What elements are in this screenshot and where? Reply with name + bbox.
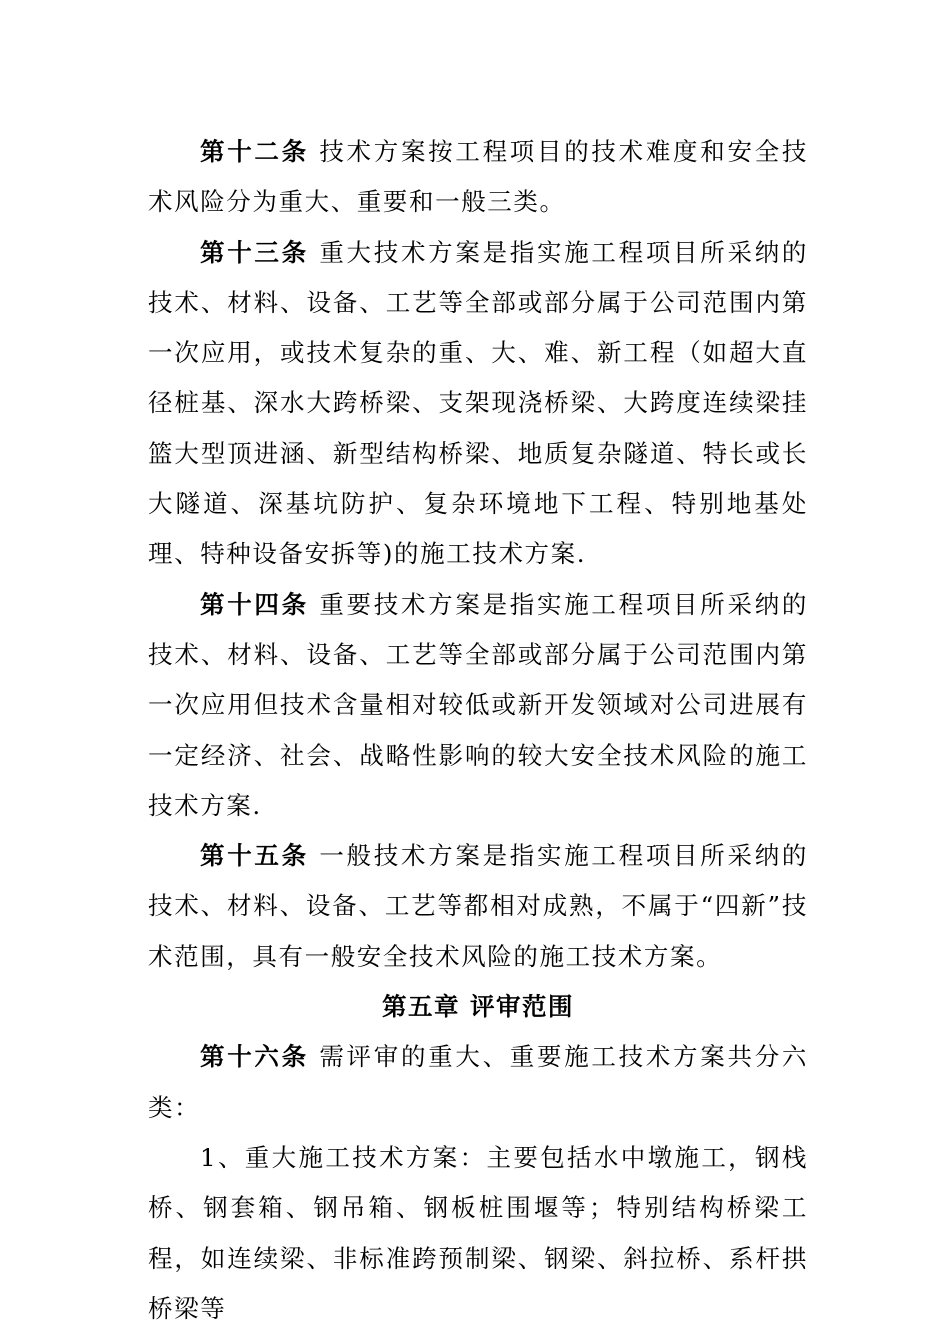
article-13-heading: 第十三条 — [200, 237, 309, 267]
list-item-1 — [148, 1133, 808, 1334]
article-14-heading: 第十四条 — [200, 589, 309, 619]
article-15-heading: 第十五条 — [200, 841, 309, 871]
article-13-text: 重大技术方案是指实施工程项目所采纳的技术、材料、设备、工艺等全部或部分属于公司范围内第一次应用，或技术复杂的重、大、难、新工程（如超大直径桩基、深水大跨桥梁、支架现浇桥梁、大跨度连续梁挂篮大型顶进涵、新型结构桥梁、地质复杂隧道、特长或长大隧道、深基坑防护、复杂环境地下工程、特别地基处理、特种设备安拆等)的施工技术方案. — [148, 237, 808, 569]
chapter-title: 第五章 评审范围 — [381, 992, 575, 1022]
article-12-paragraph — [148, 127, 808, 228]
article-15-paragraph — [148, 831, 808, 982]
article-16-paragraph — [148, 1032, 808, 1133]
article-12-heading: 第十二条 — [200, 137, 309, 166]
article-16-heading: 第十六条 — [200, 1042, 309, 1072]
article-15-text: 一般技术方案是指实施工程项目所采纳的技术、材料、设备、工艺等都相对成熟，不属于“四新”技术范围，具有一般安全技术风险的施工技术方案。 — [148, 841, 808, 971]
article-12-text: 技术方案按工程项目的技术难度和安全技术风险分为重大、重要和一般三类。 — [148, 137, 808, 217]
article-14-paragraph — [148, 580, 808, 831]
article-16-text: 需评审的重大、重要施工技术方案共分六类： — [148, 1042, 808, 1122]
article-13-paragraph — [148, 228, 808, 580]
document-body — [148, 127, 808, 1334]
list-item-1-text: 1、重大施工技术方案：主要包括水中墩施工，钢栈桥、钢套箱、钢吊箱、钢板桩围堰等；特别结构桥梁工程，如连续梁、非标准跨预制梁、钢梁、斜拉桥、系杆拱桥梁等 — [148, 1142, 808, 1323]
article-14-text: 重要技术方案是指实施工程项目所采纳的技术、材料、设备、工艺等全部或部分属于公司范围内第一次应用但技术含量相对较低或新开发领域对公司进展有一定经济、社会、战略性影响的较大安全技术风险的施工技术方案. — [148, 589, 808, 820]
